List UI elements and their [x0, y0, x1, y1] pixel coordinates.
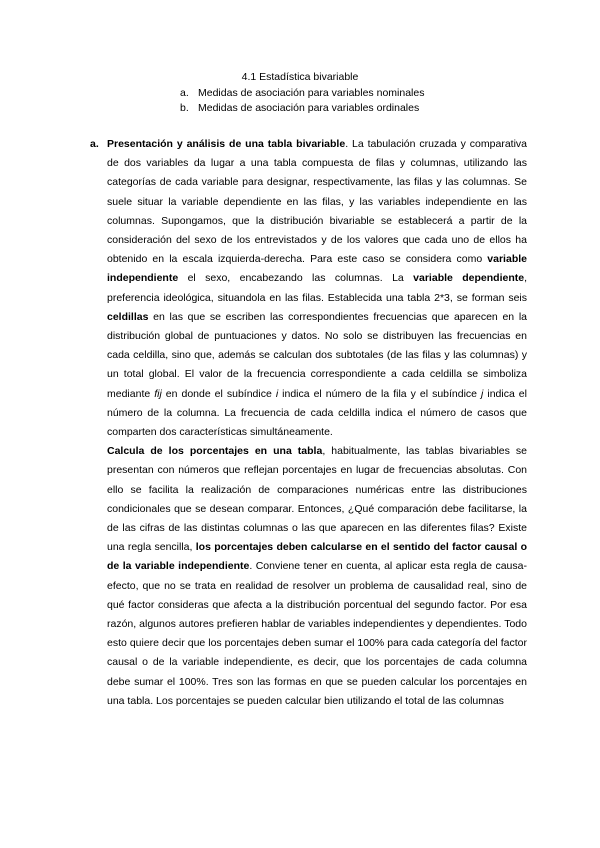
p1-bold-2: variable dependiente	[413, 272, 525, 285]
paragraph-1	[107, 135, 527, 442]
list-marker-a: a.	[90, 138, 99, 150]
p1-text-6: indica el número de la fila y el subíndice	[278, 387, 482, 400]
p2-text-1: , habitualmente, las tablas bivariables se presentan con números que reflejan porcentajes en lugar de frecuencias absolutas. Con ello se facilita la realización de comparaciones numéricas entre las distribuciones condicionales que se desean comparar. Entonces, ¿Qué comparación debe facilitarse, la de las cifras de las distintas columnas o las que aparecen en las diferentes filas? Existe una regla sencilla,	[107, 445, 527, 554]
subtopic-a-text: Medidas de asociación para variables nominales	[198, 86, 425, 99]
p1-italic-2: i	[275, 387, 279, 400]
subtopic-a-label: a.	[180, 86, 189, 99]
p2-text-2: . Conviene tener en cuenta, al aplicar esta regla de causa-efecto, que no se trata en realidad de resolver un problema de causalidad real, sino de qué factor consideras que afecta a la distribución porcentual del segundo factor. Por esa razón, algunos autores prefieren hablar de variables independientes y dependientes. Todo esto quiere decir que los porcentajes deben sumar el 100% para cada categoría del factor causal o de la variable independiente, es decir, que los porcentajes de cada columna debe sumar el 100%. Tres son las formas en que se pueden calcular los porcentajes en una tabla. Los porcentajes se pueden calcular bien utilizando el total de las columnas	[107, 560, 527, 707]
p1-bold-1: variable independiente	[107, 253, 527, 285]
p1-text-1: . La tabulación cruzada y comparativa de dos variables da lugar a una tabla compuesta de filas y columnas, utilizando las categorías de cada variable para designar, respectivamente, las filas y las columnas. Se suele situar la variable dependiente en las filas, y las variables independiente en las columnas. Supongamos, que la distribución bivariable se establecerá a partir de la consideración del sexo de los entrevistados y de los valores que cada uno de ellos ha obtenido en la escala izquierda-derecha. Para este caso se considera como	[107, 138, 527, 266]
p1-text-5: en donde el subíndice	[161, 387, 276, 400]
p1-text-2: el sexo, encabezando las columnas. La	[178, 272, 414, 285]
p1-italic-1: fij	[154, 387, 162, 400]
p2-heading: Calcula de los porcentajes en una tabla	[107, 445, 323, 458]
p1-text-7: indica el número de la columna. La frecuencia de cada celdilla indica el número de casos que comparten dos características simultáneamente.	[107, 387, 527, 439]
section-header	[0, 70, 600, 117]
subtopic-a	[0, 86, 600, 102]
p1-text-3: , preferencia ideológica, situandola en las filas. Establecida una tabla 2*3, se forman seis	[107, 272, 528, 304]
subtopic-b-label: b.	[180, 102, 189, 114]
p1-text-4: en las que se escriben las correspondientes frecuencias que aparecen en la distribución global de puntuaciones y datos. No solo se distribuyen las frecuencias en cada celdilla, sino que, además se calculan dos subtotales (de las filas y las columnas) y un total global. El valor de la frecuencia correspondiente a cada celdilla se simboliza mediante	[107, 310, 527, 400]
p1-heading: Presentación y análisis de una tabla bivariable	[107, 138, 346, 150]
body-text	[107, 135, 527, 711]
section-title: 4.1 Estadística bivariable	[241, 71, 359, 83]
p1-italic-3: j	[481, 387, 484, 400]
subtopic-b-text: Medidas de asociación para variables ordinales	[198, 102, 420, 114]
p1-bold-3: celdillas	[107, 310, 149, 323]
subtopic-b	[0, 101, 600, 117]
paragraph-2	[107, 442, 527, 711]
p2-bold-1: los porcentajes deben calcularse en el sentido del factor causal o de la variable independiente	[107, 541, 527, 573]
